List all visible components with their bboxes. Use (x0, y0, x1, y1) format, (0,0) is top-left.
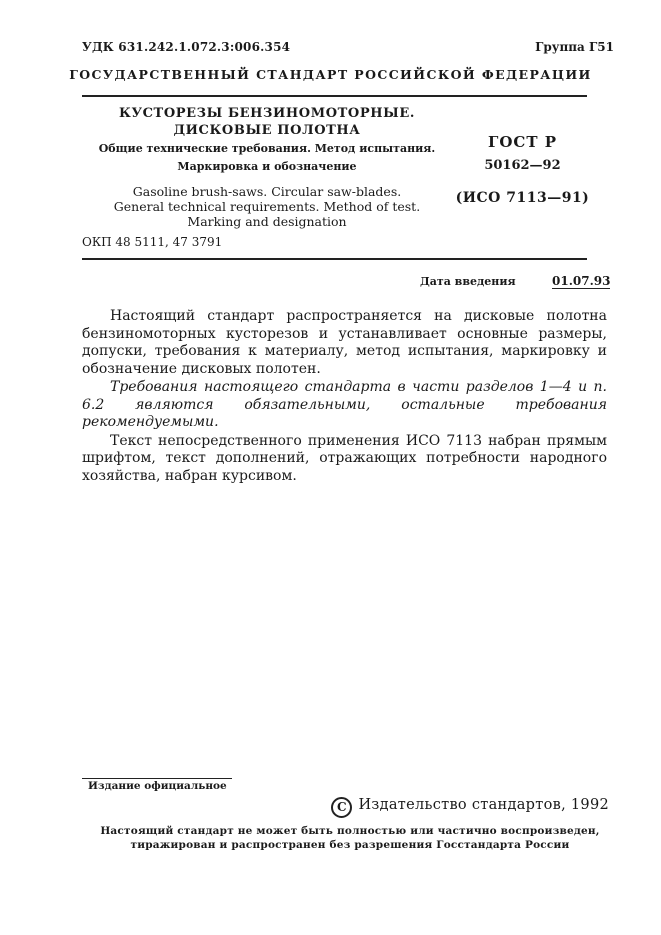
edition-label: Издание официальное (88, 780, 227, 792)
effective-date-label: Дата введения (420, 275, 516, 288)
notice-line1: Настоящий стандарт не может быть полностью или частично воспроизведен, (100, 825, 600, 837)
footer-divider (82, 778, 232, 779)
notice-line2: тиражирован и распространен без разрешения Госстандарта России (130, 839, 570, 851)
header-bottom-divider (82, 258, 587, 260)
requirements-paragraph: Требования настоящего стандарта в части разделов 1—4 и п. 6.2 являются обязательными, остальные требования рекомендуемыми. (82, 379, 607, 430)
iso-reference: (ИСО 7113—91) (455, 190, 590, 206)
title-ru-line1: КУСТОРЕЗЫ БЕНЗИНОМОТОРНЫЕ. (119, 106, 415, 121)
subtitle-ru-line1: Общие технические требования. Метод испытания. (98, 142, 436, 155)
body-text (82, 308, 607, 486)
title-en-line1: Gasoline brush-saws. Circular saw-blades. (132, 184, 402, 199)
copyright-text: Издательство стандартов, 1992 (358, 797, 609, 813)
top-divider (82, 95, 587, 97)
scope-paragraph: Настоящий стандарт распространяется на дисковые полотна бензиномоторных кусторезов и устанавливает основные размеры, допуски, требования к материалу, метод испытания, маркировку и обозначение дисковых полотен. (82, 308, 607, 377)
subtitle-ru-line2: Маркировка и обозначение (177, 160, 357, 173)
title-en-line2: General technical requirements. Method of test. (113, 199, 421, 214)
title-ru-line2: ДИСКОВЫЕ ПОЛОТНА (173, 123, 361, 138)
designation-block (440, 132, 605, 206)
copyright-line (331, 797, 609, 818)
udk-code: УДК 631.242.1.072.3:006.354 (82, 40, 291, 54)
title-block (82, 105, 452, 229)
title-en-line3: Marking and designation (187, 214, 347, 229)
gost-label: ГОСТ Р (487, 133, 558, 151)
okp-code: ОКП 48 5111, 47 3791 (82, 235, 223, 249)
reproduction-notice (85, 824, 615, 852)
copyright-icon: C (331, 797, 352, 818)
typography-paragraph: Текст непосредственного применения ИСО 7113 набран прямым шрифтом, текст дополнений, отражающих потребности народного хозяйства, набран курсивом. (82, 432, 607, 484)
gost-number: 50162—92 (484, 158, 561, 173)
state-standard-heading: ГОСУДАРСТВЕННЫЙ СТАНДАРТ РОССИЙСКОЙ ФЕДЕРАЦИИ (69, 67, 592, 82)
effective-date-value: 01.07.93 (552, 274, 611, 288)
group-code: Группа Г51 (535, 40, 614, 54)
